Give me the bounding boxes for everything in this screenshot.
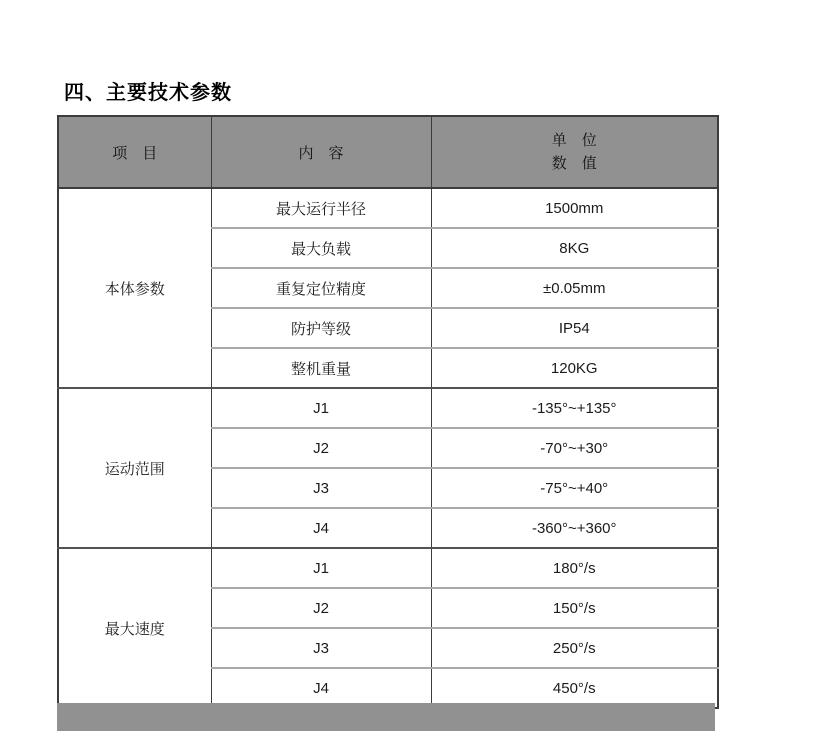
group-label-cell: 最大速度 [58, 548, 211, 708]
value-cell: -135°~+135° [431, 388, 718, 428]
value-cell: 450°/s [431, 668, 718, 708]
header-unit-line: 单 位 [551, 132, 597, 149]
content-cell: 最大运行半径 [211, 188, 431, 228]
value-cell: 120KG [431, 348, 718, 388]
value-cell: 8KG [431, 228, 718, 268]
value-cell: -360°~+360° [431, 508, 718, 548]
content-cell: 整机重量 [211, 348, 431, 388]
content-cell: 防护等级 [211, 308, 431, 348]
value-cell: -75°~+40° [431, 468, 718, 508]
content-cell: 最大负载 [211, 228, 431, 268]
section-title: 四、主要技术参数 [64, 82, 232, 104]
table-row [58, 388, 718, 428]
value-cell: 180°/s [431, 548, 718, 588]
content-cell: J1 [211, 548, 431, 588]
next-section-header-bar [57, 703, 715, 731]
table-row [58, 548, 718, 588]
header-unit-value-cell [431, 116, 718, 188]
content-cell: J3 [211, 468, 431, 508]
group-label-cell: 本体参数 [58, 188, 211, 388]
content-cell: 重复定位精度 [211, 268, 431, 308]
value-cell: 250°/s [431, 628, 718, 668]
table-row [58, 188, 718, 228]
header-content-cell: 内 容 [211, 116, 431, 188]
value-cell: ±0.05mm [431, 268, 718, 308]
content-cell: J2 [211, 428, 431, 468]
spec-table [57, 115, 719, 709]
value-cell: IP54 [431, 308, 718, 348]
content-cell: J1 [211, 388, 431, 428]
content-cell: J4 [211, 668, 431, 708]
value-cell: -70°~+30° [431, 428, 718, 468]
group-label-cell: 运动范围 [58, 388, 211, 548]
table-header-row [58, 116, 718, 188]
content-cell: J2 [211, 588, 431, 628]
header-item-cell: 项 目 [58, 116, 211, 188]
value-cell: 150°/s [431, 588, 718, 628]
value-cell: 1500mm [431, 188, 718, 228]
content-cell: J3 [211, 628, 431, 668]
content-cell: J4 [211, 508, 431, 548]
header-value-line: 数 值 [551, 155, 597, 172]
